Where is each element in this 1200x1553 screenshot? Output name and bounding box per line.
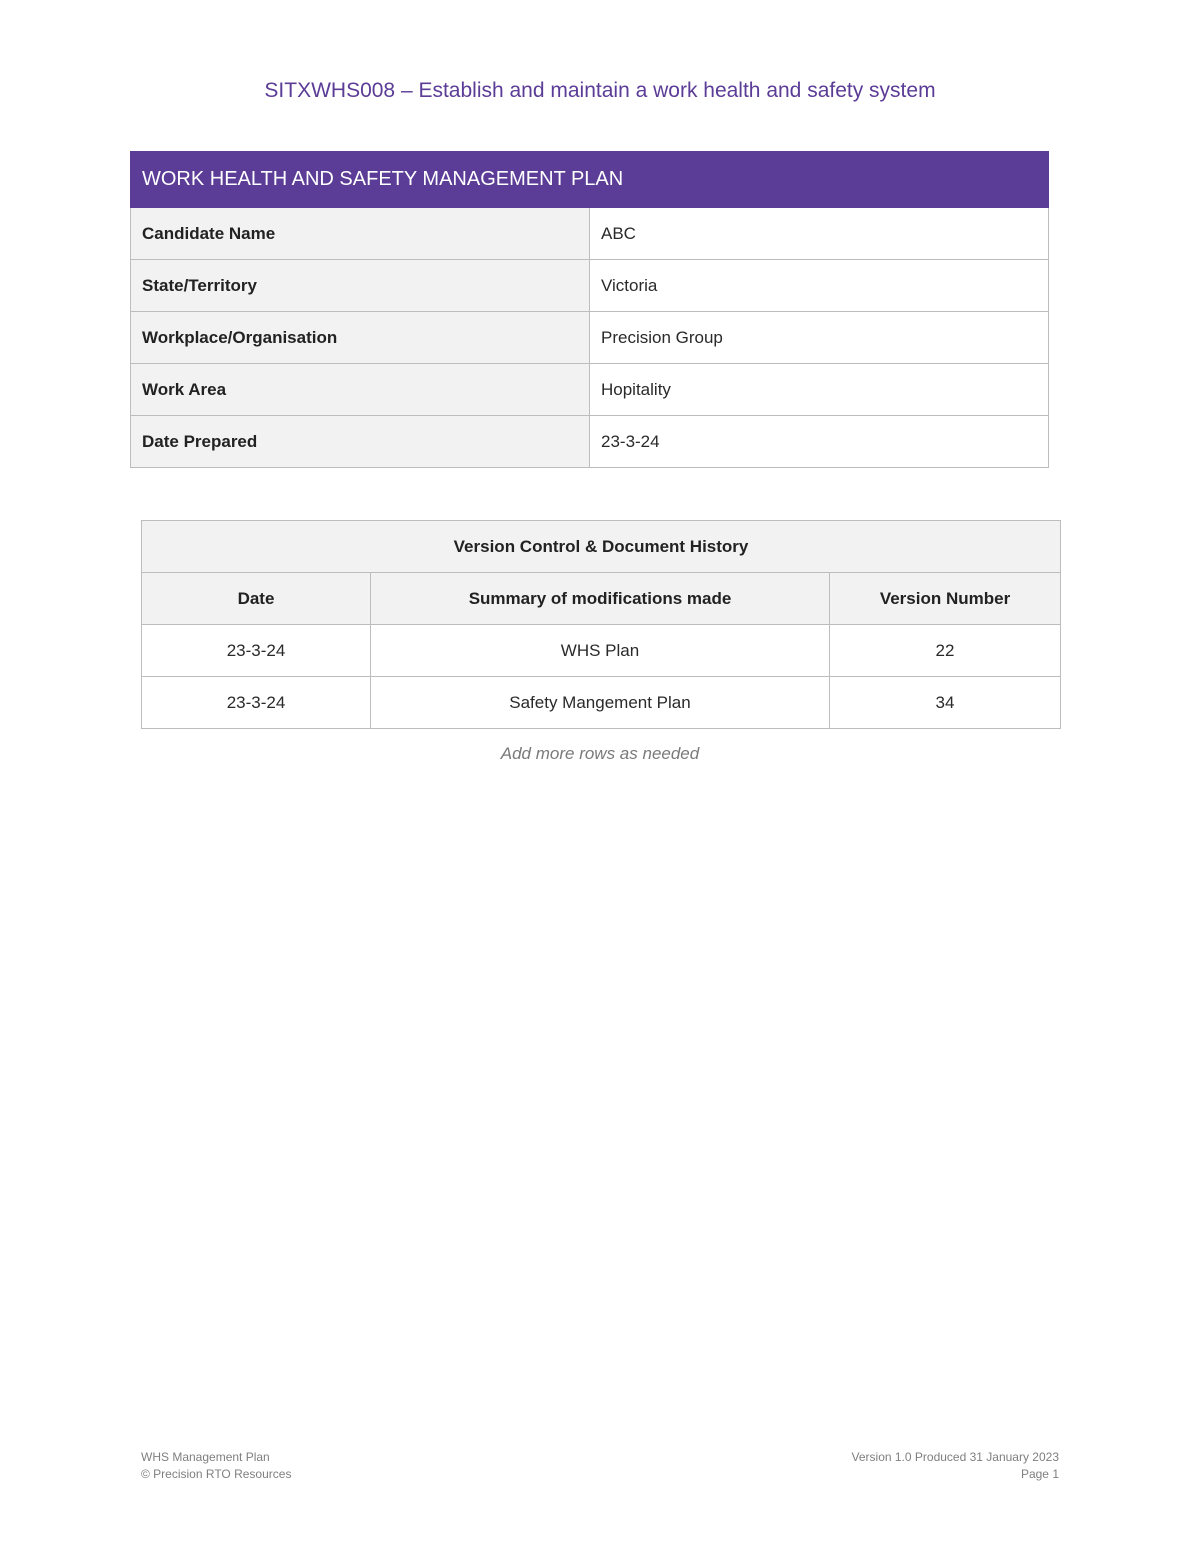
- footer-document-name: WHS Management Plan: [141, 1450, 270, 1464]
- plan-row-date-prepared: [131, 416, 1049, 468]
- column-header-summary: Summary of modifications made: [371, 573, 830, 625]
- footer-page-number: Page 1: [1020, 1467, 1059, 1481]
- version-summary-cell[interactable]: WHS Plan: [371, 625, 830, 677]
- column-header-date: Date: [142, 573, 371, 625]
- plan-header-row: [131, 152, 1049, 208]
- state-territory-value[interactable]: Victoria: [590, 260, 1049, 312]
- candidate-name-value[interactable]: ABC: [590, 208, 1049, 260]
- plan-header: WORK HEALTH AND SAFETY MANAGEMENT PLAN: [131, 152, 1049, 208]
- table-row: [142, 677, 1061, 729]
- table-row: [142, 625, 1061, 677]
- footer-copyright: © Precision RTO Resources: [141, 1467, 292, 1481]
- state-territory-label: State/Territory: [131, 260, 590, 312]
- plan-row-state-territory: [131, 260, 1049, 312]
- work-area-label: Work Area: [131, 364, 590, 416]
- version-column-header-row: [142, 573, 1061, 625]
- version-title-row: [142, 521, 1061, 573]
- footer-right: [852, 1449, 1059, 1483]
- document-title: SITXWHS008 – Establish and maintain a work health and safety system: [264, 79, 936, 102]
- footer-left: [141, 1449, 291, 1483]
- column-header-version-number: Version Number: [830, 573, 1061, 625]
- date-prepared-value[interactable]: 23-3-24: [590, 416, 1049, 468]
- version-number-cell[interactable]: 22: [830, 625, 1061, 677]
- plan-row-candidate-name: [131, 208, 1049, 260]
- candidate-name-label: Candidate Name: [131, 208, 590, 260]
- plan-row-workplace: [131, 312, 1049, 364]
- version-date-cell[interactable]: 23-3-24: [142, 677, 371, 729]
- footer-version-info: Version 1.0 Produced 31 January 2023: [851, 1450, 1059, 1464]
- version-date-cell[interactable]: 23-3-24: [142, 625, 371, 677]
- version-summary-cell[interactable]: Safety Mangement Plan: [371, 677, 830, 729]
- version-control-title: Version Control & Document History: [142, 521, 1061, 573]
- work-area-value[interactable]: Hopitality: [590, 364, 1049, 416]
- plan-row-work-area: [131, 364, 1049, 416]
- date-prepared-label: Date Prepared: [131, 416, 590, 468]
- workplace-organisation-label: Workplace/Organisation: [131, 312, 590, 364]
- version-control-table: [141, 520, 1061, 729]
- add-rows-note: Add more rows as needed: [500, 744, 700, 763]
- workplace-organisation-value[interactable]: Precision Group: [590, 312, 1049, 364]
- version-number-cell[interactable]: 34: [830, 677, 1061, 729]
- whs-plan-table: [130, 151, 1049, 468]
